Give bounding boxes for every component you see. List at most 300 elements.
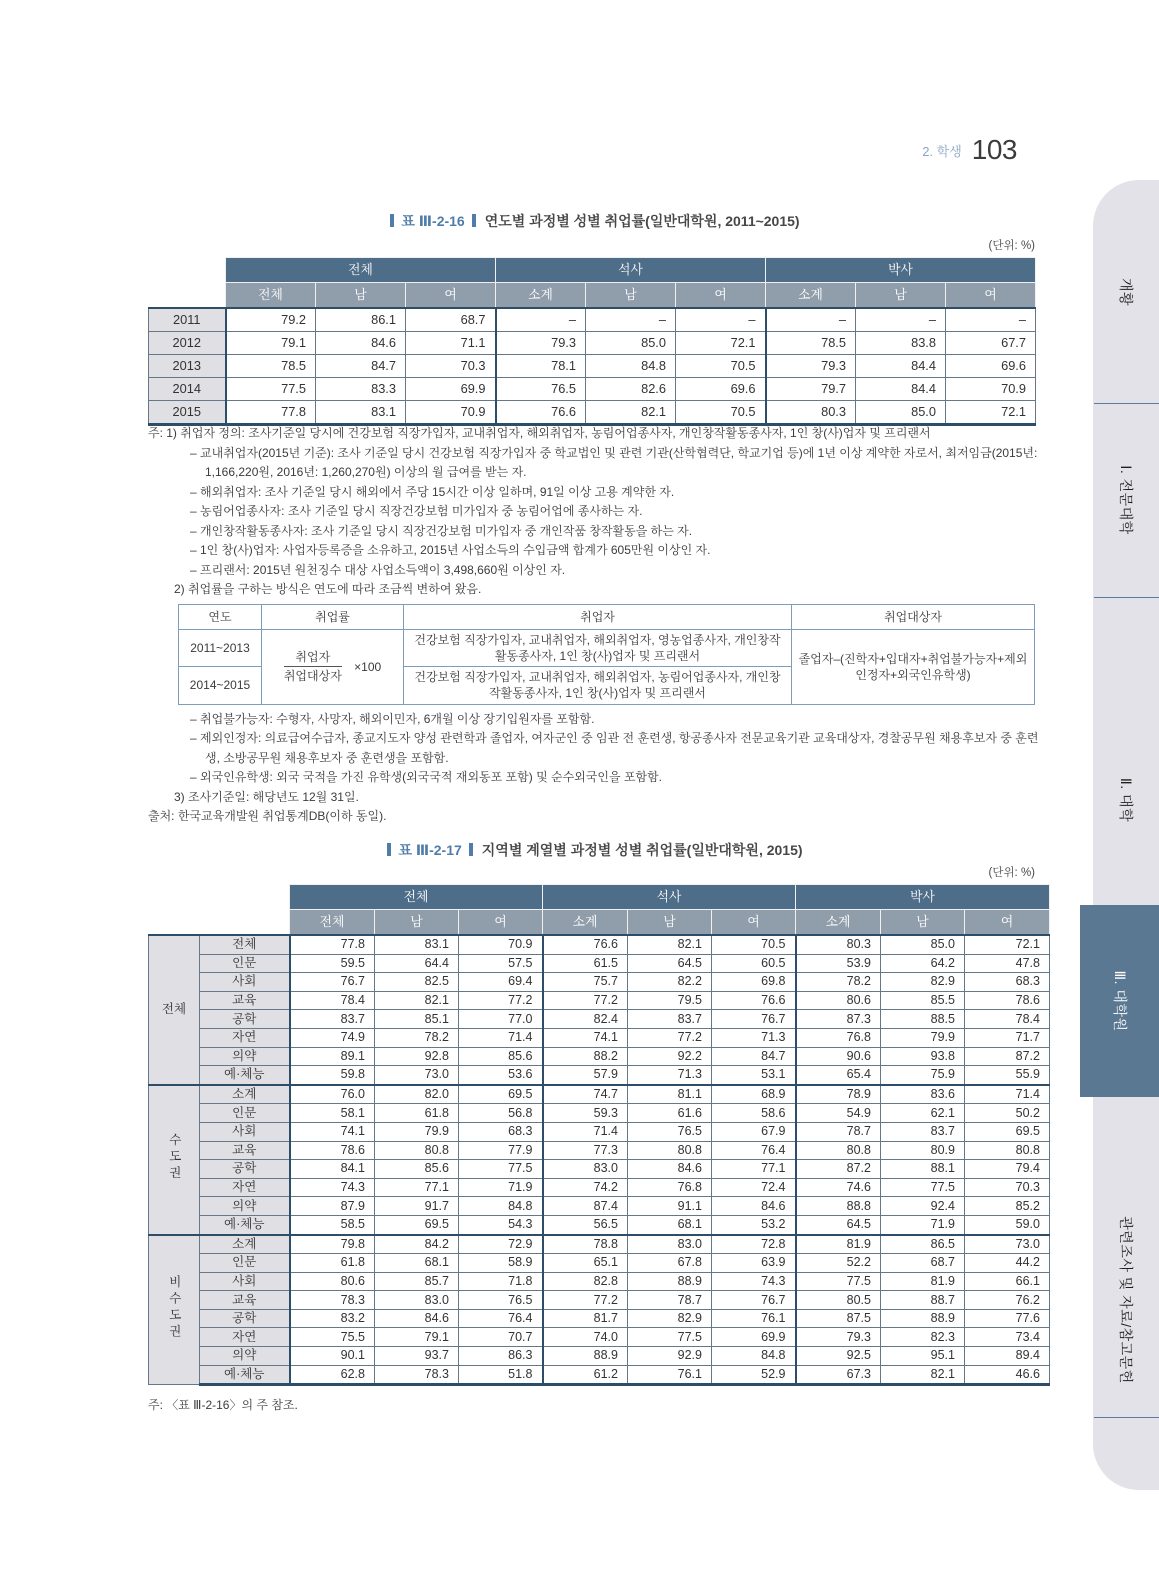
data-cell: 87.5: [796, 1309, 881, 1328]
column-group-header: 박사: [766, 258, 1036, 283]
data-cell: 76.5: [628, 1122, 712, 1141]
data-cell: 75.9: [881, 1066, 965, 1085]
data-cell: 55.9: [965, 1066, 1050, 1085]
data-cell: 64.2: [881, 954, 965, 973]
data-cell: 78.9: [796, 1085, 881, 1104]
data-cell: 82.1: [881, 1365, 965, 1385]
data-cell: 81.9: [796, 1235, 881, 1254]
data-cell: 83.1: [316, 401, 406, 425]
formula-col-header: 연도: [179, 604, 262, 629]
data-cell: 78.2: [796, 973, 881, 992]
data-cell: 75.7: [543, 973, 628, 992]
data-cell: 59.5: [290, 954, 375, 973]
data-cell: 76.8: [796, 1028, 881, 1047]
data-cell: 68.3: [965, 973, 1050, 992]
data-cell: 82.0: [375, 1085, 459, 1104]
data-cell: 72.8: [712, 1235, 796, 1254]
data-cell: 62.8: [290, 1365, 375, 1385]
data-cell: 83.8: [856, 332, 946, 355]
data-cell: 95.1: [881, 1347, 965, 1366]
table1-title: [148, 211, 1035, 231]
table1-notes: [148, 424, 1044, 827]
data-cell: 77.2: [459, 991, 543, 1010]
data-cell: 77.3: [543, 1141, 628, 1160]
data-cell: 68.3: [459, 1122, 543, 1141]
column-sub-header: 여: [459, 910, 543, 936]
row-label: 자연: [200, 1328, 290, 1347]
column-sub-header: 여: [676, 283, 766, 309]
column-sub-header: 소계: [766, 283, 856, 309]
data-cell: 78.7: [628, 1291, 712, 1310]
data-cell: 79.9: [375, 1122, 459, 1141]
data-cell: 77.9: [459, 1141, 543, 1160]
data-cell: 83.0: [543, 1160, 628, 1179]
data-cell: 59.3: [543, 1104, 628, 1123]
data-cell: 86.3: [459, 1347, 543, 1366]
data-cell: 78.4: [290, 991, 375, 1010]
note-line: 출처: 한국교육개발원 취업통계DB(이하 동일).: [148, 809, 387, 824]
data-cell: 83.7: [881, 1122, 965, 1141]
note-line: 3) 조사기준일: 해당년도 12월 31일.: [174, 789, 359, 804]
formula-col-header: 취업률: [262, 604, 404, 629]
sidebar-tab-5[interactable]: 관련조사 및 자료/참고문헌: [1118, 1216, 1134, 1384]
note-line: – 1인 창(사)업자: 사업자등록증을 소유하고, 2015년 사업소득의 수입금액 합계가 605만원 이상인 자.: [190, 543, 711, 558]
data-cell: 69.4: [459, 973, 543, 992]
row-label: 2013: [149, 355, 226, 378]
data-cell: –: [766, 308, 856, 332]
data-cell: 79.4: [965, 1160, 1050, 1179]
data-cell: 85.1: [375, 1010, 459, 1029]
data-cell: 82.8: [543, 1272, 628, 1291]
data-cell: 76.4: [712, 1141, 796, 1160]
column-group-header: 박사: [796, 885, 1050, 910]
column-sub-header: 소계: [796, 910, 881, 936]
fraction-numerator: 취업자: [284, 649, 342, 667]
data-cell: 61.5: [543, 954, 628, 973]
row-label: 공학: [200, 1160, 290, 1179]
table1-id-label: 표 Ⅲ-2-16: [401, 213, 465, 229]
data-cell: 77.1: [712, 1160, 796, 1179]
data-cell: 93.8: [881, 1047, 965, 1066]
data-cell: 78.6: [965, 991, 1050, 1010]
data-cell: 76.5: [459, 1291, 543, 1310]
row-label: 예·체능: [200, 1215, 290, 1234]
data-cell: 79.8: [290, 1235, 375, 1254]
data-cell: 92.4: [881, 1197, 965, 1216]
table2-note: 주: 〈표 Ⅲ-2-16〉의 주 참조.: [148, 1398, 298, 1412]
note-line: – 프리랜서: 2015년 원천징수 대상 사업소득액이 3,498,660원 이상인 자.: [190, 562, 566, 577]
data-cell: 84.6: [712, 1197, 796, 1216]
data-cell: 88.5: [881, 1010, 965, 1029]
formula-col-header: 취업자: [404, 604, 792, 629]
table1-name: 연도별 과정별 성별 취업률(일반대학원, 2011~2015): [484, 213, 800, 229]
data-cell: 70.9: [946, 378, 1036, 401]
data-cell: 74.6: [796, 1178, 881, 1197]
row-label: 공학: [200, 1309, 290, 1328]
data-cell: 85.0: [856, 401, 946, 425]
data-cell: 76.7: [712, 1291, 796, 1310]
data-cell: 87.2: [796, 1160, 881, 1179]
column-group-header: 전체: [226, 258, 496, 283]
data-cell: 79.3: [796, 1328, 881, 1347]
data-cell: 59.8: [290, 1066, 375, 1085]
data-cell: 60.5: [712, 954, 796, 973]
rate-formula-cell: [262, 629, 404, 704]
row-label: 교육: [200, 991, 290, 1010]
data-cell: 88.8: [796, 1197, 881, 1216]
note-line: – 제외인정자: 의료급여수급자, 종교지도자 양성 관련학과 졸업자, 여자군인 중 임관 전 훈련생, 항공종사자 전문교육기관 교육대상자, 경찰공무원 채용후보자 중 훈련생, 소방공무원 채용후보자 중 훈련생을 포함함.: [190, 731, 1039, 765]
data-cell: 84.8: [586, 355, 676, 378]
formula-col-header: 취업대상자: [792, 604, 1035, 629]
data-cell: 74.1: [543, 1028, 628, 1047]
data-cell: 89.1: [290, 1047, 375, 1066]
data-cell: 76.6: [496, 401, 586, 425]
data-cell: 80.9: [881, 1141, 965, 1160]
data-cell: 82.4: [543, 1010, 628, 1029]
data-cell: 64.5: [628, 954, 712, 973]
data-cell: 72.1: [676, 332, 766, 355]
data-cell: 77.5: [796, 1272, 881, 1291]
sidebar-tab-3[interactable]: Ⅱ. 대학: [1118, 777, 1134, 823]
data-cell: 93.7: [375, 1347, 459, 1366]
fraction-denominator: 취업대상자: [283, 669, 342, 684]
section-label: 2. 학생: [922, 144, 962, 159]
data-cell: 53.9: [796, 954, 881, 973]
data-cell: 82.6: [586, 378, 676, 401]
column-group-header: 석사: [543, 885, 796, 910]
data-cell: 80.3: [796, 935, 881, 954]
notes-part2: [148, 710, 1044, 827]
data-cell: 83.7: [628, 1010, 712, 1029]
data-cell: 68.1: [375, 1254, 459, 1273]
data-cell: 80.8: [796, 1141, 881, 1160]
row-label: 소계: [200, 1235, 290, 1254]
region-group-text: 수도권: [167, 1133, 182, 1183]
data-cell: 84.8: [459, 1197, 543, 1216]
row-label: 사회: [200, 973, 290, 992]
data-cell: 83.2: [290, 1309, 375, 1328]
data-cell: 79.1: [226, 332, 316, 355]
data-cell: 79.3: [496, 332, 586, 355]
header-blank: [149, 258, 226, 309]
page-number: 103: [971, 134, 1017, 165]
data-cell: 79.1: [375, 1328, 459, 1347]
data-cell: 54.9: [796, 1104, 881, 1123]
data-cell: 70.3: [406, 355, 496, 378]
row-label: 교육: [200, 1291, 290, 1310]
data-cell: 81.9: [881, 1272, 965, 1291]
data-cell: 47.8: [965, 954, 1050, 973]
data-cell: 57.9: [543, 1066, 628, 1085]
data-cell: 88.7: [881, 1291, 965, 1310]
data-cell: 77.8: [290, 935, 375, 954]
data-cell: 79.7: [766, 378, 856, 401]
note-line: 2) 취업률을 구하는 방식은 연도에 따라 조금씩 변하여 왔음.: [174, 582, 482, 597]
row-label: 인문: [200, 954, 290, 973]
column-group-header: 전체: [290, 885, 543, 910]
data-cell: 50.2: [965, 1104, 1050, 1123]
data-cell: 80.8: [965, 1141, 1050, 1160]
data-cell: 91.1: [628, 1197, 712, 1216]
region-group-text: 비수도권: [167, 1275, 182, 1342]
row-label: 의약: [200, 1347, 290, 1366]
data-cell: 85.2: [965, 1197, 1050, 1216]
data-cell: 72.1: [946, 401, 1036, 425]
data-cell: 69.9: [406, 378, 496, 401]
data-cell: 61.8: [375, 1104, 459, 1123]
data-cell: 70.5: [712, 935, 796, 954]
data-cell: 71.4: [543, 1122, 628, 1141]
data-cell: 76.6: [712, 991, 796, 1010]
sidebar-tab-1[interactable]: 개황: [1118, 277, 1134, 307]
note-line: – 취업불가능자: 수형자, 사망자, 해외이민자, 6개월 이상 장기입원자를 포함함.: [190, 711, 595, 726]
data-cell: 75.5: [290, 1328, 375, 1347]
data-cell: 68.1: [628, 1215, 712, 1234]
row-label: 사회: [200, 1272, 290, 1291]
data-cell: 69.8: [712, 973, 796, 992]
employed-definition-cell: 건강보험 직장가입자, 교내취업자, 해외취업자, 영농업종사자, 개인창작활동종사자, 1인 창(사)업자 및 프리랜서: [404, 629, 792, 666]
data-cell: 67.9: [712, 1122, 796, 1141]
data-cell: 61.6: [628, 1104, 712, 1123]
data-cell: 78.3: [290, 1291, 375, 1310]
data-cell: 92.9: [628, 1347, 712, 1366]
data-cell: 83.6: [881, 1085, 965, 1104]
data-cell: 64.4: [375, 954, 459, 973]
data-cell: –: [676, 308, 766, 332]
row-label: 2012: [149, 332, 226, 355]
data-cell: 69.9: [712, 1328, 796, 1347]
data-cell: 91.7: [375, 1197, 459, 1216]
data-cell: 77.0: [459, 1010, 543, 1029]
data-cell: 54.3: [459, 1215, 543, 1234]
data-cell: 71.3: [628, 1066, 712, 1085]
data-cell: 77.5: [459, 1160, 543, 1179]
data-cell: 84.8: [712, 1347, 796, 1366]
data-cell: 56.8: [459, 1104, 543, 1123]
column-sub-header: 남: [856, 283, 946, 309]
data-cell: 53.1: [712, 1066, 796, 1085]
data-cell: 82.5: [375, 973, 459, 992]
data-cell: 82.3: [881, 1328, 965, 1347]
data-cell: 63.9: [712, 1254, 796, 1273]
data-cell: 62.1: [881, 1104, 965, 1123]
data-cell: 90.1: [290, 1347, 375, 1366]
data-cell: 61.2: [543, 1365, 628, 1385]
data-cell: 78.8: [543, 1235, 628, 1254]
data-cell: 84.2: [375, 1235, 459, 1254]
data-cell: 80.6: [796, 991, 881, 1010]
row-label: 2015: [149, 401, 226, 425]
data-cell: 84.7: [316, 355, 406, 378]
notes-part1: [148, 424, 1044, 600]
employment-rate-by-year-table: [148, 257, 1036, 426]
data-cell: 76.1: [628, 1365, 712, 1385]
data-cell: 84.7: [712, 1047, 796, 1066]
table2-title: [148, 840, 1035, 860]
data-cell: 87.2: [965, 1047, 1050, 1066]
data-cell: 78.6: [290, 1141, 375, 1160]
data-cell: 84.6: [316, 332, 406, 355]
table2-id-label: 표 Ⅲ-2-17: [398, 842, 462, 858]
data-cell: 79.3: [766, 355, 856, 378]
data-cell: 90.6: [796, 1047, 881, 1066]
data-cell: 83.0: [375, 1291, 459, 1310]
data-cell: 70.9: [459, 935, 543, 954]
data-cell: 92.5: [796, 1347, 881, 1366]
employment-rate-formula-table: [178, 604, 1035, 705]
data-cell: 82.1: [628, 935, 712, 954]
data-cell: 71.3: [712, 1028, 796, 1047]
data-cell: 67.7: [946, 332, 1036, 355]
data-cell: 52.2: [796, 1254, 881, 1273]
data-cell: 59.0: [965, 1215, 1050, 1234]
data-cell: 77.5: [226, 378, 316, 401]
data-cell: 65.4: [796, 1066, 881, 1085]
data-cell: 79.9: [881, 1028, 965, 1047]
data-cell: 78.1: [496, 355, 586, 378]
data-cell: 81.1: [628, 1085, 712, 1104]
data-cell: 74.3: [712, 1272, 796, 1291]
page-header: [148, 136, 1017, 164]
data-cell: 67.8: [628, 1254, 712, 1273]
sidebar-divider: [1094, 1417, 1159, 1418]
row-label: 자연: [200, 1028, 290, 1047]
data-cell: 69.5: [965, 1122, 1050, 1141]
table1-unit-label: (단위: %): [988, 240, 1035, 252]
data-cell: 57.5: [459, 954, 543, 973]
data-cell: 74.9: [290, 1028, 375, 1047]
data-cell: 87.9: [290, 1197, 375, 1216]
data-cell: 73.4: [965, 1328, 1050, 1347]
column-sub-header: 전체: [226, 283, 316, 309]
data-cell: 86.5: [881, 1235, 965, 1254]
sidebar-divider: [1094, 597, 1159, 598]
data-cell: 76.7: [712, 1010, 796, 1029]
data-cell: 77.1: [375, 1178, 459, 1197]
data-cell: 44.2: [965, 1254, 1050, 1273]
row-label: 소계: [200, 1085, 290, 1104]
data-cell: 52.9: [712, 1365, 796, 1385]
region-group-label: [149, 935, 200, 1085]
data-cell: 69.5: [375, 1215, 459, 1234]
data-cell: 77.2: [543, 1291, 628, 1310]
sidebar-tab-2[interactable]: Ⅰ. 전문대학: [1118, 465, 1134, 535]
data-cell: 76.0: [290, 1085, 375, 1104]
data-cell: 76.2: [965, 1291, 1050, 1310]
data-cell: 72.4: [712, 1178, 796, 1197]
data-cell: 58.1: [290, 1104, 375, 1123]
column-sub-header: 여: [406, 283, 496, 309]
data-cell: 84.6: [628, 1160, 712, 1179]
fraction: [284, 649, 342, 684]
data-cell: 79.2: [226, 308, 316, 332]
data-cell: 74.2: [543, 1178, 628, 1197]
sidebar-tab-4[interactable]: Ⅲ. 대학원: [1112, 970, 1128, 1032]
table2-unit-label: (단위: %): [988, 867, 1035, 879]
data-cell: 77.8: [226, 401, 316, 425]
column-sub-header: 여: [965, 910, 1050, 936]
data-cell: 53.2: [712, 1215, 796, 1234]
data-cell: 76.7: [290, 973, 375, 992]
column-sub-header: 여: [712, 910, 796, 936]
data-cell: 84.4: [856, 378, 946, 401]
row-label: 전체: [200, 935, 290, 954]
data-cell: 71.7: [965, 1028, 1050, 1047]
data-cell: 89.4: [965, 1347, 1050, 1366]
data-cell: 65.1: [543, 1254, 628, 1273]
row-label: 공학: [200, 1010, 290, 1029]
note-line: – 외국인유학생: 외국 국적을 가진 유학생(외국국적 재외동포 포함) 및 순수외국인을 포함함.: [190, 770, 662, 785]
data-cell: 70.9: [406, 401, 496, 425]
title-bar-icon: [472, 214, 476, 227]
data-cell: 53.6: [459, 1066, 543, 1085]
title-bar-icon: [390, 214, 394, 227]
employed-definition-cell: 건강보험 직장가입자, 교내취업자, 해외취업자, 농림어업종사자, 개인창작활동종사자, 1인 창(사)업자 및 프리랜서: [404, 667, 792, 704]
data-cell: 77.2: [628, 1028, 712, 1047]
data-cell: 80.5: [796, 1291, 881, 1310]
data-cell: 76.6: [543, 935, 628, 954]
data-cell: 74.1: [290, 1122, 375, 1141]
data-cell: 78.2: [375, 1028, 459, 1047]
data-cell: 78.3: [375, 1365, 459, 1385]
data-cell: 85.6: [459, 1047, 543, 1066]
data-cell: 80.6: [290, 1272, 375, 1291]
note-line: – 교내취업자(2015년 기준): 조사 기준일 당시 건강보험 직장가입자 중 학교법인 및 관련 기관(산학협력단, 학교기업 등)에 1년 이상 계약한 자로서, 최저임금(2015년: 1,166,220원, 2016년: 1,260,270원) 이상의 월 급여를 받는 자.: [190, 445, 1038, 480]
header-blank: [200, 885, 290, 936]
data-cell: 74.3: [290, 1178, 375, 1197]
data-cell: 82.1: [586, 401, 676, 425]
data-cell: 82.2: [628, 973, 712, 992]
row-label: 인문: [200, 1254, 290, 1273]
data-cell: 88.9: [543, 1347, 628, 1366]
row-label: 2011: [149, 308, 226, 332]
note-line: – 농림어업종사자: 조사 기준일 당시 직장건강보험 미가입자 중 농림어업에 종사하는 자.: [190, 504, 643, 519]
data-cell: 82.9: [628, 1309, 712, 1328]
title-bar-icon: [387, 843, 391, 856]
data-cell: 77.5: [881, 1178, 965, 1197]
data-cell: 69.6: [946, 355, 1036, 378]
data-cell: 86.1: [316, 308, 406, 332]
data-cell: 80.8: [375, 1141, 459, 1160]
data-cell: –: [496, 308, 586, 332]
row-label: 인문: [200, 1104, 290, 1123]
data-cell: 66.1: [965, 1272, 1050, 1291]
column-sub-header: 남: [881, 910, 965, 936]
note-line: – 해외취업자: 조사 기준일 당시 해외에서 주당 15시간 이상 일하며, 91일 이상 고용 계약한 자.: [190, 484, 675, 499]
column-group-header: 석사: [496, 258, 766, 283]
data-cell: 83.3: [316, 378, 406, 401]
sidebar-divider: [1094, 403, 1159, 404]
column-sub-header: 소계: [543, 910, 628, 936]
data-cell: 69.6: [676, 378, 766, 401]
column-sub-header: 남: [316, 283, 406, 309]
region-group-text: 전체: [161, 1002, 187, 1017]
column-sub-header: 남: [375, 910, 459, 936]
header-blank: [149, 885, 200, 936]
data-cell: 85.6: [375, 1160, 459, 1179]
data-cell: 88.1: [881, 1160, 965, 1179]
fraction-multiplier: ×100: [354, 659, 382, 674]
data-cell: 85.5: [881, 991, 965, 1010]
data-cell: 64.5: [796, 1215, 881, 1234]
data-cell: 69.5: [459, 1085, 543, 1104]
data-cell: 87.3: [796, 1010, 881, 1029]
data-cell: 78.4: [965, 1010, 1050, 1029]
column-sub-header: 여: [946, 283, 1036, 309]
data-cell: 85.0: [586, 332, 676, 355]
data-cell: 71.9: [459, 1178, 543, 1197]
data-cell: 88.9: [881, 1309, 965, 1328]
